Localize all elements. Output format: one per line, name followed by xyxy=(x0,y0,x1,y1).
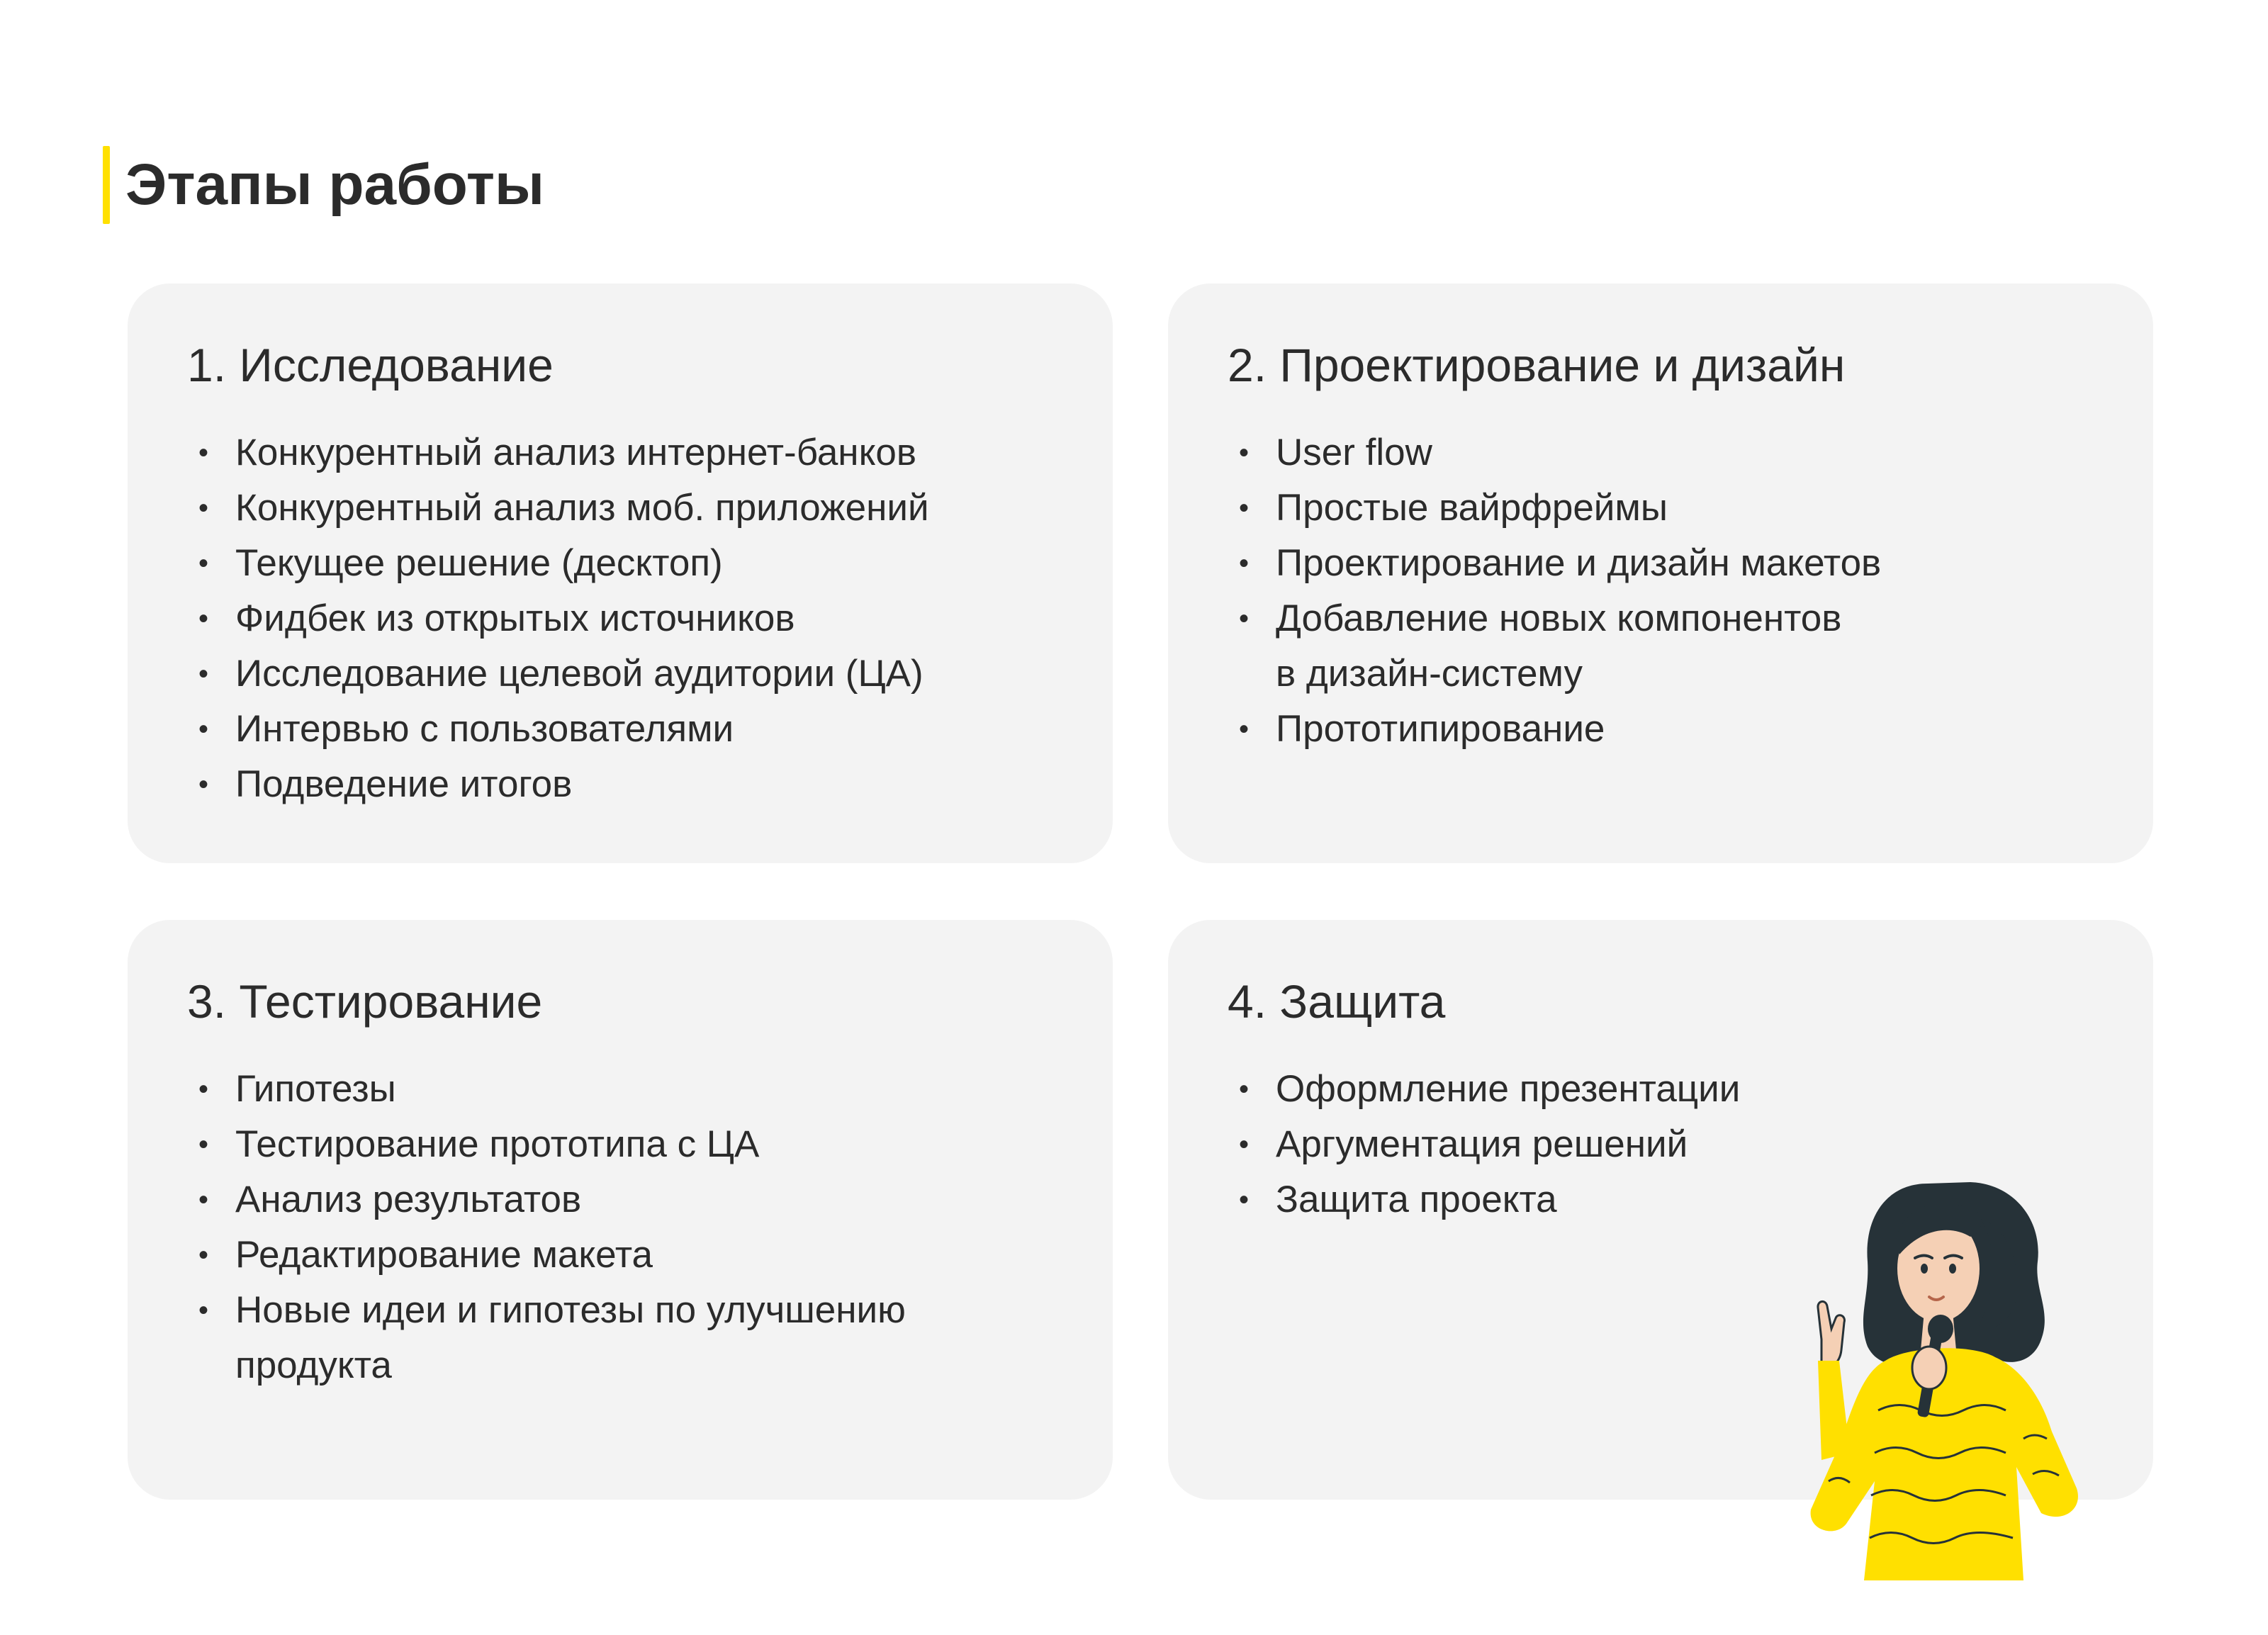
list-item xyxy=(1239,536,1881,591)
card-list xyxy=(1239,425,1881,757)
bullet-icon: • xyxy=(198,1295,209,1326)
page-title: Этапы работы xyxy=(125,152,545,217)
card-list xyxy=(198,425,929,812)
bullet-icon: • xyxy=(198,493,209,524)
list-item xyxy=(1239,481,1881,536)
stage-card-design xyxy=(1168,283,2153,863)
card-title: 3. Тестирование xyxy=(187,975,543,1028)
card-title: 1. Исследование xyxy=(187,339,554,391)
list-item-text: Конкурентный анализ моб. приложений xyxy=(235,487,929,529)
bullet-icon: • xyxy=(198,1240,209,1271)
list-item xyxy=(1239,702,1881,757)
list-item xyxy=(1239,425,1881,481)
list-item-text: Текущее решение (десктоп) xyxy=(235,542,723,584)
card-title: 4. Защита xyxy=(1228,975,1446,1028)
bullet-icon: • xyxy=(198,1074,209,1105)
bullet-icon: • xyxy=(198,1184,209,1215)
list-item-text: Гипотезы xyxy=(235,1068,396,1110)
list-item-text-continued: продукта xyxy=(235,1344,392,1386)
list-item xyxy=(198,1117,906,1172)
list-item-text: Проектирование и дизайн макетов xyxy=(1276,542,1882,584)
list-item-text: Защита проекта xyxy=(1276,1179,1557,1220)
list-item xyxy=(1239,1117,1740,1172)
list-item-text: User flow xyxy=(1276,432,1432,473)
stage-card-research xyxy=(128,283,1113,863)
woman-speaking-with-microphone-icon xyxy=(1779,1155,2098,1580)
list-item-text: Добавление новых компонентов xyxy=(1276,597,1842,639)
list-item-text: Тестирование прототипа с ЦА xyxy=(235,1123,760,1165)
list-item xyxy=(198,1283,906,1393)
card-list xyxy=(1239,1062,1740,1227)
bullet-icon: • xyxy=(198,714,209,745)
heading-accent-bar xyxy=(103,146,110,224)
bullet-icon: • xyxy=(1239,1129,1250,1160)
stage-card-testing xyxy=(128,920,1113,1500)
bullet-icon: • xyxy=(1239,1074,1250,1105)
list-item-text: Новые идеи и гипотезы по улучшению xyxy=(235,1289,906,1331)
list-item-text: Подведение итогов xyxy=(235,763,573,805)
list-item-text: Простые вайрфреймы xyxy=(1276,487,1668,529)
list-item xyxy=(1239,1172,1740,1227)
list-item-text: Исследование целевой аудитории (ЦА) xyxy=(235,653,924,695)
bullet-icon: • xyxy=(1239,1184,1250,1215)
bullet-icon: • xyxy=(198,548,209,579)
list-item xyxy=(198,702,929,757)
list-item xyxy=(1239,591,1881,702)
card-list xyxy=(198,1062,906,1393)
list-item-text: Оформление презентации xyxy=(1276,1068,1741,1110)
bullet-icon: • xyxy=(1239,714,1250,745)
list-item-text: Конкурентный анализ интернет-банков xyxy=(235,432,916,473)
bullet-icon: • xyxy=(1239,603,1250,634)
list-item-text: Анализ результатов xyxy=(235,1179,582,1220)
bullet-icon: • xyxy=(1239,437,1250,468)
card-title: 2. Проектирование и дизайн xyxy=(1228,339,1846,391)
list-item xyxy=(198,591,929,646)
bullet-icon: • xyxy=(198,437,209,468)
list-item xyxy=(198,1062,906,1117)
list-item xyxy=(198,481,929,536)
list-item-text: Аргументация решений xyxy=(1276,1123,1688,1165)
bullet-icon: • xyxy=(198,658,209,690)
list-item-text-continued: в дизайн-систему xyxy=(1276,653,1583,695)
list-item-text: Фидбек из открытых источников xyxy=(235,597,795,639)
list-item xyxy=(198,425,929,481)
list-item xyxy=(198,757,929,812)
list-item xyxy=(198,1227,906,1283)
bullet-icon: • xyxy=(198,1129,209,1160)
list-item xyxy=(198,536,929,591)
list-item-text: Редактирование макета xyxy=(235,1234,653,1276)
list-item xyxy=(1239,1062,1740,1117)
bullet-icon: • xyxy=(1239,548,1250,579)
list-item-text: Интервью с пользователями xyxy=(235,708,734,750)
list-item xyxy=(198,1172,906,1227)
bullet-icon: • xyxy=(1239,493,1250,524)
list-item xyxy=(198,646,929,702)
bullet-icon: • xyxy=(198,603,209,634)
bullet-icon: • xyxy=(198,769,209,800)
list-item-text: Прототипирование xyxy=(1276,708,1605,750)
